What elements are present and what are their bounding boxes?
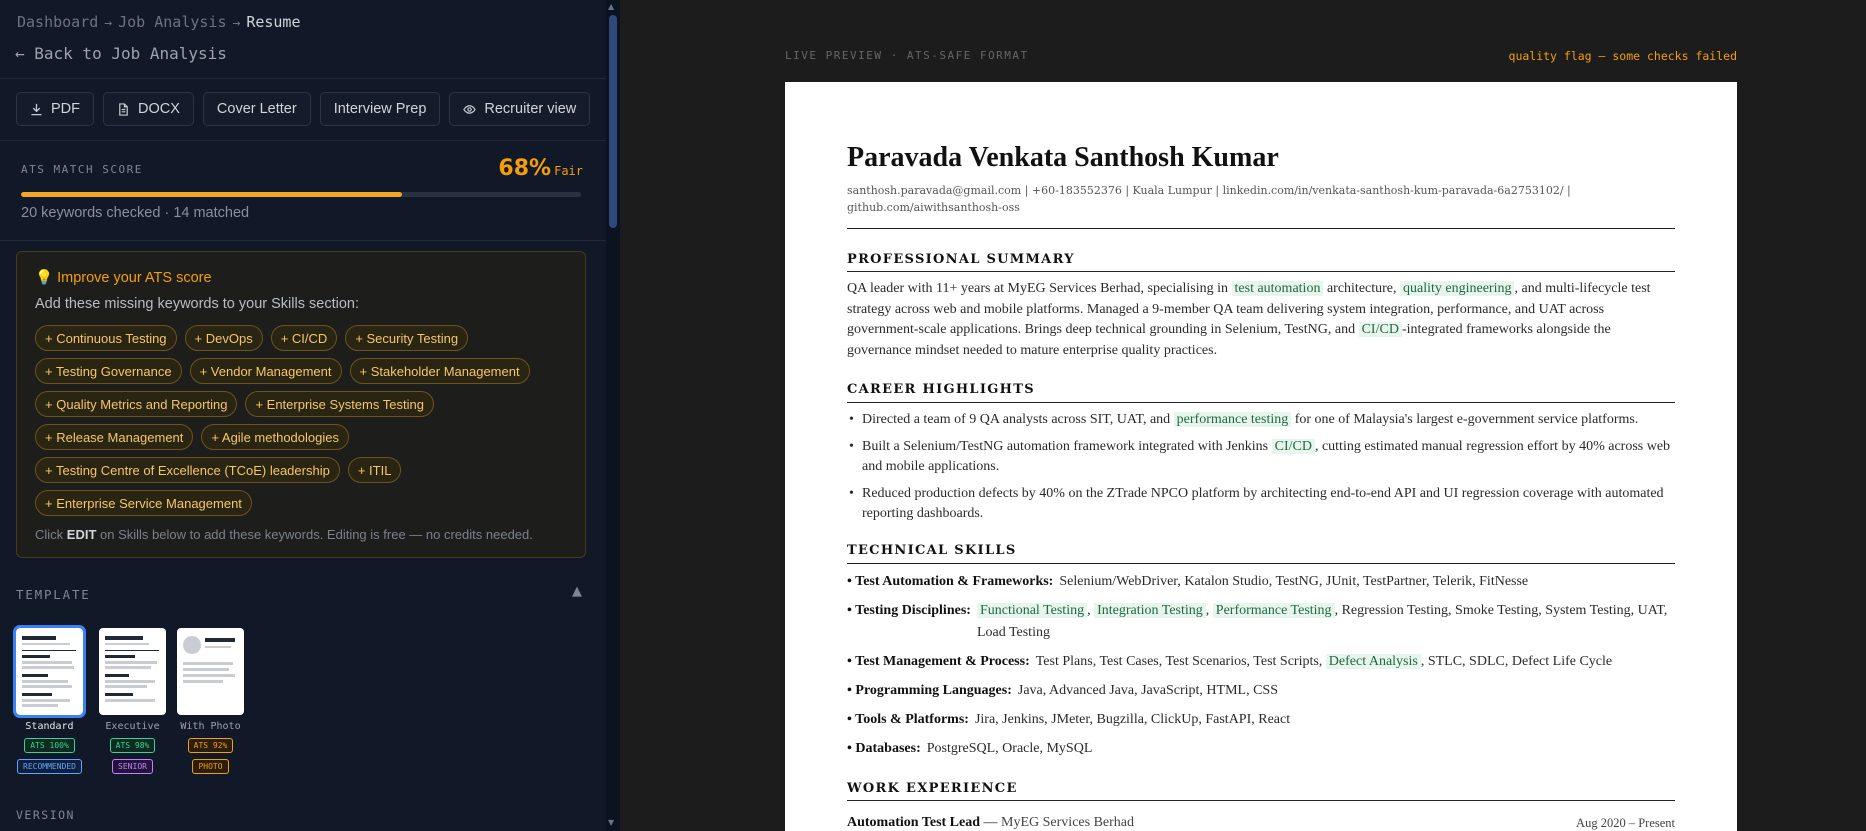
matched-keyword: Integration Testing [1094, 603, 1206, 618]
skill-row: • Testing Disciplines: Functional Testing , Integration Testing , Performance Testing , Regression Testing, Smoke Testing, System Testing, UAT, Load Testing [847, 603, 1668, 640]
ats-badge: ATS 92% [188, 738, 234, 753]
section-heading-summary: PROFESSIONAL SUMMARY [847, 252, 1075, 267]
skill-row: • Databases: PostgreSQL, Oracle, MySQL [847, 741, 1093, 756]
breadcrumb [17, 13, 301, 31]
divider [0, 240, 606, 241]
rule [847, 402, 1675, 403]
ats-score-level: Fair [554, 164, 583, 178]
highlights-list [847, 410, 1677, 531]
skill-row: • Test Automation & Frameworks: Selenium/WebDriver, Katalon Studio, TestNG, JUnit, TestPartner, Telerik, FitNesse [847, 574, 1529, 589]
template-name: Executive [105, 721, 160, 732]
section-heading-skills: TECHNICAL SKILLS [847, 543, 1017, 558]
skill-row: • Tools & Platforms: Jira, Jenkins, JMeter, Bugzilla, ClickUp, FastAPI, React [847, 712, 1291, 727]
scroll-down-arrow-icon[interactable]: ▼ [608, 818, 615, 827]
template-standard-thumbnail [16, 628, 83, 715]
template-with-photo[interactable] [177, 628, 244, 774]
download-pdf-button[interactable] [16, 92, 94, 126]
skill-row: • Programming Languages: Java, Advanced Java, JavaScript, HTML, CSS [847, 683, 1278, 698]
add-keyword-chip[interactable]: + ITIL [348, 457, 402, 483]
list-item: • Built a Selenium/TestNG automation framework integrated with Jenkins CI/CD , cutting estimated manual regression effort by 40% across web and mobile applications. [847, 437, 1677, 478]
add-keyword-chip[interactable]: + Testing Governance [35, 358, 182, 384]
ats-badge: ATS 98% [110, 738, 156, 753]
template-name: Standard [25, 721, 74, 732]
collapse-toggle-icon[interactable]: ▲ [572, 584, 582, 599]
job-title: Automation Test Lead [847, 815, 981, 830]
matched-keyword: quality engineering [1400, 281, 1514, 296]
download-icon [30, 103, 43, 116]
add-keyword-chip[interactable]: + Enterprise Service Management [35, 490, 252, 516]
breadcrumb-separator: → [232, 16, 241, 31]
interview-prep-button[interactable]: Interview Prep [320, 92, 441, 126]
matched-keyword: CI/CD [1359, 322, 1402, 337]
matched-keyword: Performance Testing [1213, 603, 1335, 618]
docx-label: DOCX [138, 101, 180, 117]
matched-keyword: test automation [1232, 281, 1324, 296]
add-keyword-chip[interactable]: + Continuous Testing [35, 325, 177, 351]
ats-score-label: ATS MATCH SCORE [21, 163, 143, 176]
ats-score-value: 68% [498, 156, 552, 181]
job-title-line [847, 815, 1134, 831]
recruiter-view-button[interactable] [449, 92, 590, 126]
breadcrumb-dashboard[interactable]: Dashboard [17, 13, 99, 31]
document-icon [117, 103, 130, 116]
template-executive[interactable] [99, 628, 166, 774]
resume-name: Paravada Venkata Santhosh Kumar [847, 142, 1279, 173]
template-photo-thumbnail [177, 628, 244, 715]
job-company: MyEG Services Berhad [1001, 815, 1134, 830]
skill-row: • Test Management & Process: Test Plans, Test Cases, Test Scenarios, Test Scripts, Defect Analysis , STLC, SDLC, Defect Life Cycle [847, 654, 1613, 669]
version-section-label: VERSION [16, 808, 75, 822]
sidebar-panel [0, 0, 620, 831]
rule [847, 800, 1675, 801]
breadcrumb-current: Resume [246, 13, 301, 31]
footer-text: Click [35, 527, 67, 542]
add-keyword-chip[interactable]: + Agile methodologies [201, 424, 349, 450]
action-toolbar [16, 92, 590, 126]
section-heading-experience: WORK EXPERIENCE [847, 781, 1018, 796]
template-name: With Photo [180, 721, 241, 732]
add-keyword-chip[interactable]: + Vendor Management [190, 358, 342, 384]
add-keyword-chip[interactable]: + Testing Centre of Excellence (TCoE) leadership [35, 457, 340, 483]
ats-score [498, 156, 583, 181]
sidebar-scrollbar-thumb[interactable] [609, 15, 617, 228]
divider [0, 78, 606, 79]
add-keyword-chip[interactable]: + CI/CD [271, 325, 338, 351]
tag-badge: SENIOR [112, 759, 153, 774]
rule [847, 563, 1675, 564]
summary-paragraph: QA leader with 11+ years at MyEG Services Berhad, specialising in test automation architecture, quality engineering , and multi-lifecycle test strategy across web and mobile platforms. Managed a 9-member QA team delivering system integration, performance, and UAT across government-scale applications. Brings deep technical grounding in Selenium, TestNG, and CI/CD -integrated frameworks alongside the governance mindset needed to mature enterprise quality practices. [847, 281, 1651, 359]
tag-badge: RECOMMENDED [17, 759, 82, 774]
job-separator: — [980, 815, 1002, 830]
footer-edit-word: EDIT [66, 527, 97, 542]
scroll-up-arrow-icon[interactable]: ▲ [608, 2, 615, 11]
pdf-label: PDF [51, 101, 80, 117]
improve-footer [35, 527, 533, 542]
breadcrumb-separator: → [104, 16, 113, 31]
section-heading-highlights: CAREER HIGHLIGHTS [847, 382, 1035, 397]
add-keyword-chip[interactable]: + DevOps [185, 325, 263, 351]
template-standard[interactable] [16, 628, 83, 774]
divider [0, 140, 606, 141]
missing-keyword-list [35, 325, 580, 516]
matched-keyword: CI/CD [1272, 439, 1315, 454]
template-executive-thumbnail [99, 628, 166, 715]
tag-badge: PHOTO [192, 759, 228, 774]
improve-subtitle: Add these missing keywords to your Skills section: [35, 296, 359, 312]
quality-flag[interactable]: quality flag — some checks failed [1508, 49, 1737, 63]
eye-icon [463, 103, 476, 116]
breadcrumb-job-analysis[interactable]: Job Analysis [118, 13, 227, 31]
rule [847, 271, 1675, 272]
improve-title: 💡 Improve your ATS score [35, 270, 212, 286]
add-keyword-chip[interactable]: + Stakeholder Management [350, 358, 530, 384]
job-dates: Aug 2020 – Present [1576, 816, 1675, 830]
list-item: • Directed a team of 9 QA analysts across SIT, UAT, and performance testing for one of Malaysia's largest e-government service platforms. [847, 410, 1677, 431]
footer-text: on Skills below to add these keywords. Editing is free — no credits needed. [96, 527, 533, 542]
matched-keyword: performance testing [1174, 412, 1292, 427]
ats-badge: ATS 100% [24, 738, 75, 753]
back-link[interactable]: ← Back to Job Analysis [15, 44, 227, 63]
add-keyword-chip[interactable]: + Security Testing [345, 325, 468, 351]
matched-keyword: Defect Analysis [1326, 654, 1421, 669]
cover-letter-button[interactable]: Cover Letter [203, 92, 311, 126]
add-keyword-chip[interactable]: + Release Management [35, 424, 193, 450]
list-item: • Reduced production defects by 40% on the ZTrade NPCO platform by architecting end-to-end API and UI regression coverage with automated reporting dashboards. [847, 484, 1677, 525]
matched-keyword: Functional Testing [977, 603, 1087, 618]
add-keyword-chip[interactable]: + Quality Metrics and Reporting [35, 391, 237, 417]
improve-ats-card [16, 251, 586, 558]
ats-keyword-stats: 20 keywords checked · 14 matched [21, 205, 250, 221]
download-docx-button[interactable] [103, 92, 194, 126]
resume-preview-page [785, 82, 1737, 831]
ats-progress-bar [21, 192, 581, 197]
add-keyword-chip[interactable]: + Enterprise Systems Testing [245, 391, 433, 417]
ats-progress-fill [21, 192, 402, 197]
rule [847, 228, 1675, 229]
resume-contact: santhosh.paravada@gmail.com | +60-183552376 | Kuala Lumpur | linkedin.com/in/venkata-santhosh-kum-paravada-6a2753102/ | github.com/aiwithsanthosh-oss [847, 184, 1571, 214]
template-section-label: TEMPLATE [16, 587, 91, 602]
recruiter-view-label: Recruiter view [484, 101, 577, 117]
live-preview-label: LIVE PREVIEW · ATS-SAFE FORMAT [785, 49, 1029, 62]
